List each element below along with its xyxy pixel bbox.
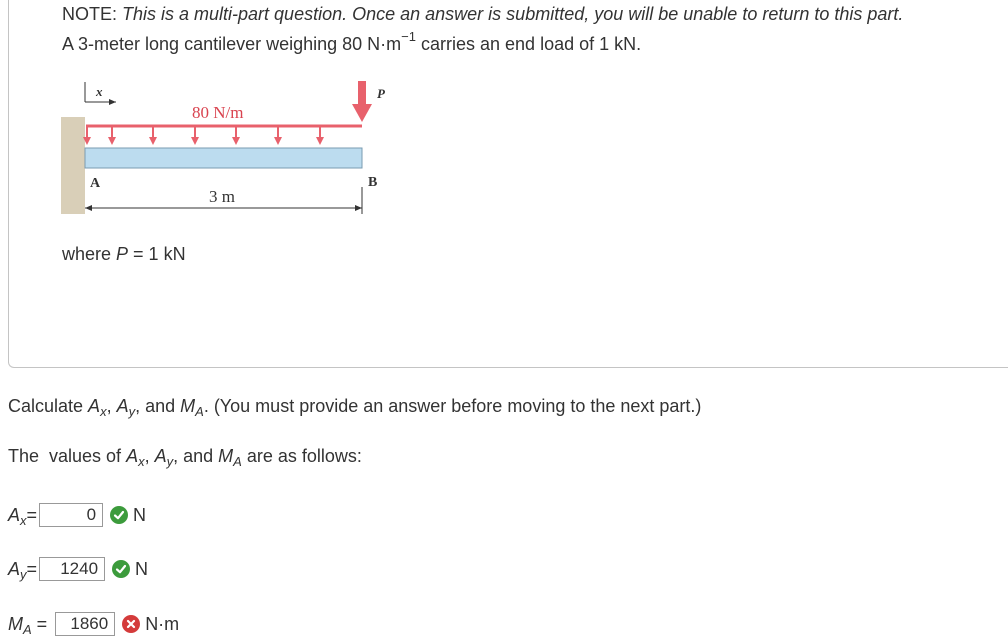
ax-input[interactable]: 0 (39, 503, 103, 527)
answer-symbol: A (8, 504, 21, 525)
s-sub: y (166, 454, 174, 469)
ma-input[interactable]: 1860 (55, 612, 115, 636)
note-prefix: NOTE: (62, 4, 123, 24)
x-axis-label: x (96, 84, 103, 99)
q-text: Calculate (8, 396, 89, 416)
answer-label (8, 505, 37, 526)
where-symbol: P (116, 244, 129, 264)
s-text: are as follows: (241, 446, 362, 466)
answer-eq: = (31, 613, 48, 634)
beam (85, 148, 362, 168)
answer-eq: = (26, 558, 38, 579)
s-sym: A (126, 446, 139, 466)
distributed-load-arrows (83, 126, 324, 145)
answer-label (8, 559, 37, 580)
answer-symbol: M (8, 613, 23, 634)
answer-eq: = (26, 504, 38, 525)
answer-row-ay (8, 554, 148, 584)
support-a-label: A (90, 176, 101, 191)
answer-intro (8, 446, 362, 467)
q-sub: x (100, 404, 107, 419)
note-body: This is a multi-part question. Once an answer is submitted, you will be unable to return to this part. (122, 4, 904, 24)
answer-row-ma (8, 609, 179, 639)
answer-label (8, 614, 47, 635)
q-text: , (106, 396, 117, 416)
s-text: , and (173, 446, 219, 466)
problem-statement (62, 29, 642, 55)
answer-symbol: A (8, 558, 21, 579)
length-label: 3 m (209, 187, 235, 206)
q-text: . (You must provide an answer before moving to the next part.) (203, 396, 702, 416)
q-sub: y (128, 404, 136, 419)
answer-sub: y (20, 566, 27, 582)
answer-unit: N (135, 558, 149, 579)
problem-tail: carries an end load of 1 kN. (416, 34, 642, 54)
x-axis-arrowhead (109, 99, 116, 105)
q-sub: A (195, 404, 204, 419)
answer-unit: N·m (145, 613, 180, 634)
s-text: , (144, 446, 155, 466)
point-load-shaft (358, 81, 366, 106)
dimension-arrow-left (85, 205, 92, 211)
point-load-label: P (377, 86, 385, 101)
point-load-arrowhead (352, 104, 372, 122)
question-prompt (8, 396, 701, 417)
cantilever-diagram (56, 74, 396, 220)
check-icon (110, 506, 128, 524)
problem-exponent: −1 (401, 29, 416, 44)
where-prefix: where (62, 244, 117, 264)
where-clause (62, 244, 186, 265)
problem-text: A 3-meter long cantilever weighing 80 N·m (62, 34, 402, 54)
distributed-load-label: 80 N/m (192, 103, 244, 122)
answer-row-ax (8, 500, 146, 530)
fixed-wall (61, 117, 85, 214)
answer-sub: A (23, 621, 32, 637)
x-mark-icon (122, 615, 140, 633)
ay-input[interactable]: 1240 (39, 557, 105, 581)
q-sym: M (180, 396, 196, 416)
s-sym: A (154, 446, 167, 466)
s-sub: x (138, 454, 145, 469)
q-sym: A (116, 396, 129, 416)
where-suffix: = 1 kN (128, 244, 186, 264)
dimension-arrow-right (355, 205, 362, 211)
q-text: , and (135, 396, 181, 416)
s-text: The values of (8, 446, 127, 466)
s-sym: M (218, 446, 234, 466)
s-sub: A (233, 454, 242, 469)
end-b-label: B (368, 175, 378, 190)
answer-sub: x (20, 512, 27, 528)
answer-unit: N (133, 504, 147, 525)
check-icon (112, 560, 130, 578)
q-sym: A (88, 396, 101, 416)
note-text (62, 4, 903, 25)
